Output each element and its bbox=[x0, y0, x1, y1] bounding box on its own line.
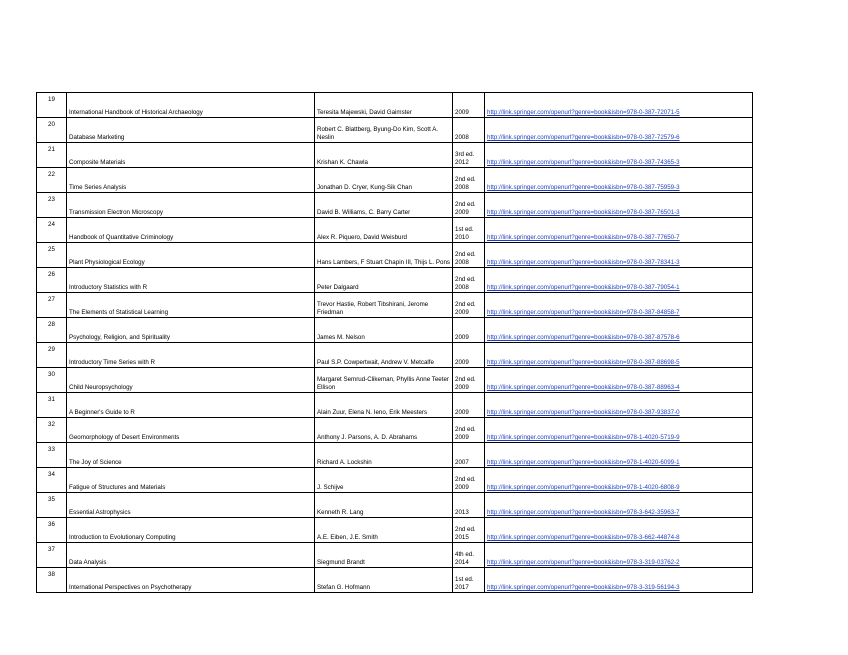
book-edition: 2013 bbox=[453, 493, 485, 518]
table-row bbox=[37, 293, 753, 318]
book-edition: 2008 bbox=[453, 118, 485, 143]
row-number: 20 bbox=[37, 118, 67, 143]
table-row bbox=[37, 418, 753, 443]
book-title: Transmission Electron Microscopy bbox=[67, 193, 315, 218]
table-row bbox=[37, 218, 753, 243]
book-edition: 2009 bbox=[453, 343, 485, 368]
book-link[interactable]: http://link.springer.com/openurl?genre=book&isbn=978-0-387-74365-3 bbox=[485, 143, 753, 168]
row-number: 32 bbox=[37, 418, 67, 443]
book-authors: Paul S.P. Cowpertwait, Andrew V. Metcalfe bbox=[315, 343, 453, 368]
book-title: Psychology, Religion, and Spirituality bbox=[67, 318, 315, 343]
book-table bbox=[36, 92, 753, 593]
book-edition: 2009 bbox=[453, 318, 485, 343]
table-row bbox=[37, 318, 753, 343]
book-authors: A.E. Eiben, J.E. Smith bbox=[315, 518, 453, 543]
table-row bbox=[37, 118, 753, 143]
row-number: 35 bbox=[37, 493, 67, 518]
book-edition: 2009 bbox=[453, 93, 485, 118]
book-edition: 2nd ed. 2008 bbox=[453, 268, 485, 293]
row-number: 23 bbox=[37, 193, 67, 218]
book-link[interactable]: http://link.springer.com/openurl?genre=book&isbn=978-0-387-77650-7 bbox=[485, 218, 753, 243]
book-authors: Trevor Hastie, Robert Tibshirani, Jerome Friedman bbox=[315, 293, 453, 318]
table-row bbox=[37, 143, 753, 168]
book-link[interactable]: http://link.springer.com/openurl?genre=book&isbn=978-3-662-44874-8 bbox=[485, 518, 753, 543]
table-row bbox=[37, 193, 753, 218]
book-authors: Stefan G. Hofmann bbox=[315, 568, 453, 593]
book-link[interactable]: http://link.springer.com/openurl?genre=book&isbn=978-0-387-88963-4 bbox=[485, 368, 753, 393]
book-title: Time Series Analysis bbox=[67, 168, 315, 193]
book-title: Introductory Statistics with R bbox=[67, 268, 315, 293]
row-number: 30 bbox=[37, 368, 67, 393]
book-title: Geomorphology of Desert Environments bbox=[67, 418, 315, 443]
book-link[interactable]: http://link.springer.com/openurl?genre=book&isbn=978-1-4020-6808-9 bbox=[485, 468, 753, 493]
book-authors: Alain Zuur, Elena N. Ieno, Erik Meesters bbox=[315, 393, 453, 418]
book-title: Essential Astrophysics bbox=[67, 493, 315, 518]
row-number: 33 bbox=[37, 443, 67, 468]
book-authors: Kenneth R. Lang bbox=[315, 493, 453, 518]
book-link[interactable]: http://link.springer.com/openurl?genre=book&isbn=978-0-387-72579-6 bbox=[485, 118, 753, 143]
book-edition: 2nd ed. 2009 bbox=[453, 193, 485, 218]
row-number: 27 bbox=[37, 293, 67, 318]
book-authors: Richard A. Lockshin bbox=[315, 443, 453, 468]
book-title: Fatigue of Structures and Materials bbox=[67, 468, 315, 493]
row-number: 34 bbox=[37, 468, 67, 493]
book-edition: 1st ed. 2017 bbox=[453, 568, 485, 593]
book-authors: Anthony J. Parsons, A. D. Abrahams bbox=[315, 418, 453, 443]
row-number: 21 bbox=[37, 143, 67, 168]
book-title: The Elements of Statistical Learning bbox=[67, 293, 315, 318]
book-link[interactable]: http://link.springer.com/openurl?genre=book&isbn=978-1-4020-6099-1 bbox=[485, 443, 753, 468]
table-row bbox=[37, 518, 753, 543]
row-number: 28 bbox=[37, 318, 67, 343]
book-link[interactable]: http://link.springer.com/openurl?genre=book&isbn=978-0-387-84858-7 bbox=[485, 293, 753, 318]
book-authors: Teresita Majewski, David Gaimster bbox=[315, 93, 453, 118]
book-title: Handbook of Quantitative Criminology bbox=[67, 218, 315, 243]
book-edition: 2nd ed. 2009 bbox=[453, 418, 485, 443]
book-title: Database Marketing bbox=[67, 118, 315, 143]
row-number: 24 bbox=[37, 218, 67, 243]
book-edition: 2nd ed. 2009 bbox=[453, 368, 485, 393]
book-title: Child Neuropsychology bbox=[67, 368, 315, 393]
row-number: 29 bbox=[37, 343, 67, 368]
book-title: International Handbook of Historical Archaeology bbox=[67, 93, 315, 118]
book-authors: Margaret Semrud-Clikeman, Phyllis Anne Teeter Ellison bbox=[315, 368, 453, 393]
row-number: 31 bbox=[37, 393, 67, 418]
table-row bbox=[37, 268, 753, 293]
book-edition: 2nd ed. 2008 bbox=[453, 243, 485, 268]
book-title: Data Analysis bbox=[67, 543, 315, 568]
book-link[interactable]: http://link.springer.com/openurl?genre=book&isbn=978-0-387-75959-3 bbox=[485, 168, 753, 193]
book-link[interactable]: http://link.springer.com/openurl?genre=book&isbn=978-3-319-56194-3 bbox=[485, 568, 753, 593]
book-authors: Jonathan D. Cryer, Kung-Sik Chan bbox=[315, 168, 453, 193]
book-link[interactable]: http://link.springer.com/openurl?genre=book&isbn=978-0-387-93837-0 bbox=[485, 393, 753, 418]
table-row bbox=[37, 543, 753, 568]
book-edition: 2nd ed. 2009 bbox=[453, 468, 485, 493]
table-row bbox=[37, 443, 753, 468]
book-authors: Robert C. Blattberg, Byung-Do Kim, Scott A. Neslin bbox=[315, 118, 453, 143]
book-authors: Siegmund Brandt bbox=[315, 543, 453, 568]
book-edition: 2007 bbox=[453, 443, 485, 468]
book-link[interactable]: http://link.springer.com/openurl?genre=book&isbn=978-0-387-87578-6 bbox=[485, 318, 753, 343]
book-edition: 2nd ed. 2015 bbox=[453, 518, 485, 543]
book-authors: Alex R. Piquero, David Weisburd bbox=[315, 218, 453, 243]
table-row bbox=[37, 243, 753, 268]
book-title: Plant Physiological Ecology bbox=[67, 243, 315, 268]
table-row bbox=[37, 493, 753, 518]
book-link[interactable]: http://link.springer.com/openurl?genre=book&isbn=978-3-642-35963-7 bbox=[485, 493, 753, 518]
row-number: 19 bbox=[37, 93, 67, 118]
book-authors: James M. Nelson bbox=[315, 318, 453, 343]
book-edition: 1st ed. 2010 bbox=[453, 218, 485, 243]
book-link[interactable]: http://link.springer.com/openurl?genre=book&isbn=978-0-387-79054-1 bbox=[485, 268, 753, 293]
book-title: International Perspectives on Psychotherapy bbox=[67, 568, 315, 593]
book-authors: Peter Dalgaard bbox=[315, 268, 453, 293]
book-edition: 2nd ed. 2008 bbox=[453, 168, 485, 193]
book-title: A Beginner's Guide to R bbox=[67, 393, 315, 418]
table-row bbox=[37, 168, 753, 193]
book-authors: Hans Lambers, F Stuart Chapin III, Thijs L. Pons bbox=[315, 243, 453, 268]
book-edition: 4th ed. 2014 bbox=[453, 543, 485, 568]
table-row bbox=[37, 93, 753, 118]
book-authors: David B. Williams, C. Barry Carter bbox=[315, 193, 453, 218]
table-row bbox=[37, 393, 753, 418]
table-row bbox=[37, 368, 753, 393]
book-edition: 3rd ed. 2012 bbox=[453, 143, 485, 168]
table-row bbox=[37, 468, 753, 493]
book-link[interactable]: http://link.springer.com/openurl?genre=book&isbn=978-0-387-78341-3 bbox=[485, 243, 753, 268]
book-title: Introduction to Evolutionary Computing bbox=[67, 518, 315, 543]
book-authors: J. Schijve bbox=[315, 468, 453, 493]
book-link[interactable]: http://link.springer.com/openurl?genre=book&isbn=978-0-387-88698-5 bbox=[485, 343, 753, 368]
book-edition: 2nd ed. 2009 bbox=[453, 293, 485, 318]
book-authors: Krishan K. Chawla bbox=[315, 143, 453, 168]
book-title: Introductory Time Series with R bbox=[67, 343, 315, 368]
book-title: The Joy of Science bbox=[67, 443, 315, 468]
row-number: 22 bbox=[37, 168, 67, 193]
row-number: 26 bbox=[37, 268, 67, 293]
book-link[interactable]: http://link.springer.com/openurl?genre=book&isbn=978-0-387-76501-3 bbox=[485, 193, 753, 218]
table-row bbox=[37, 568, 753, 593]
row-number: 38 bbox=[37, 568, 67, 593]
book-link[interactable]: http://link.springer.com/openurl?genre=book&isbn=978-1-4020-5719-9 bbox=[485, 418, 753, 443]
row-number: 37 bbox=[37, 543, 67, 568]
book-link[interactable]: http://link.springer.com/openurl?genre=book&isbn=978-3-319-03762-2 bbox=[485, 543, 753, 568]
row-number: 36 bbox=[37, 518, 67, 543]
row-number: 25 bbox=[37, 243, 67, 268]
book-title: Composite Materials bbox=[67, 143, 315, 168]
table-row bbox=[37, 343, 753, 368]
book-link[interactable]: http://link.springer.com/openurl?genre=book&isbn=978-0-387-72071-5 bbox=[485, 93, 753, 118]
book-edition: 2009 bbox=[453, 393, 485, 418]
